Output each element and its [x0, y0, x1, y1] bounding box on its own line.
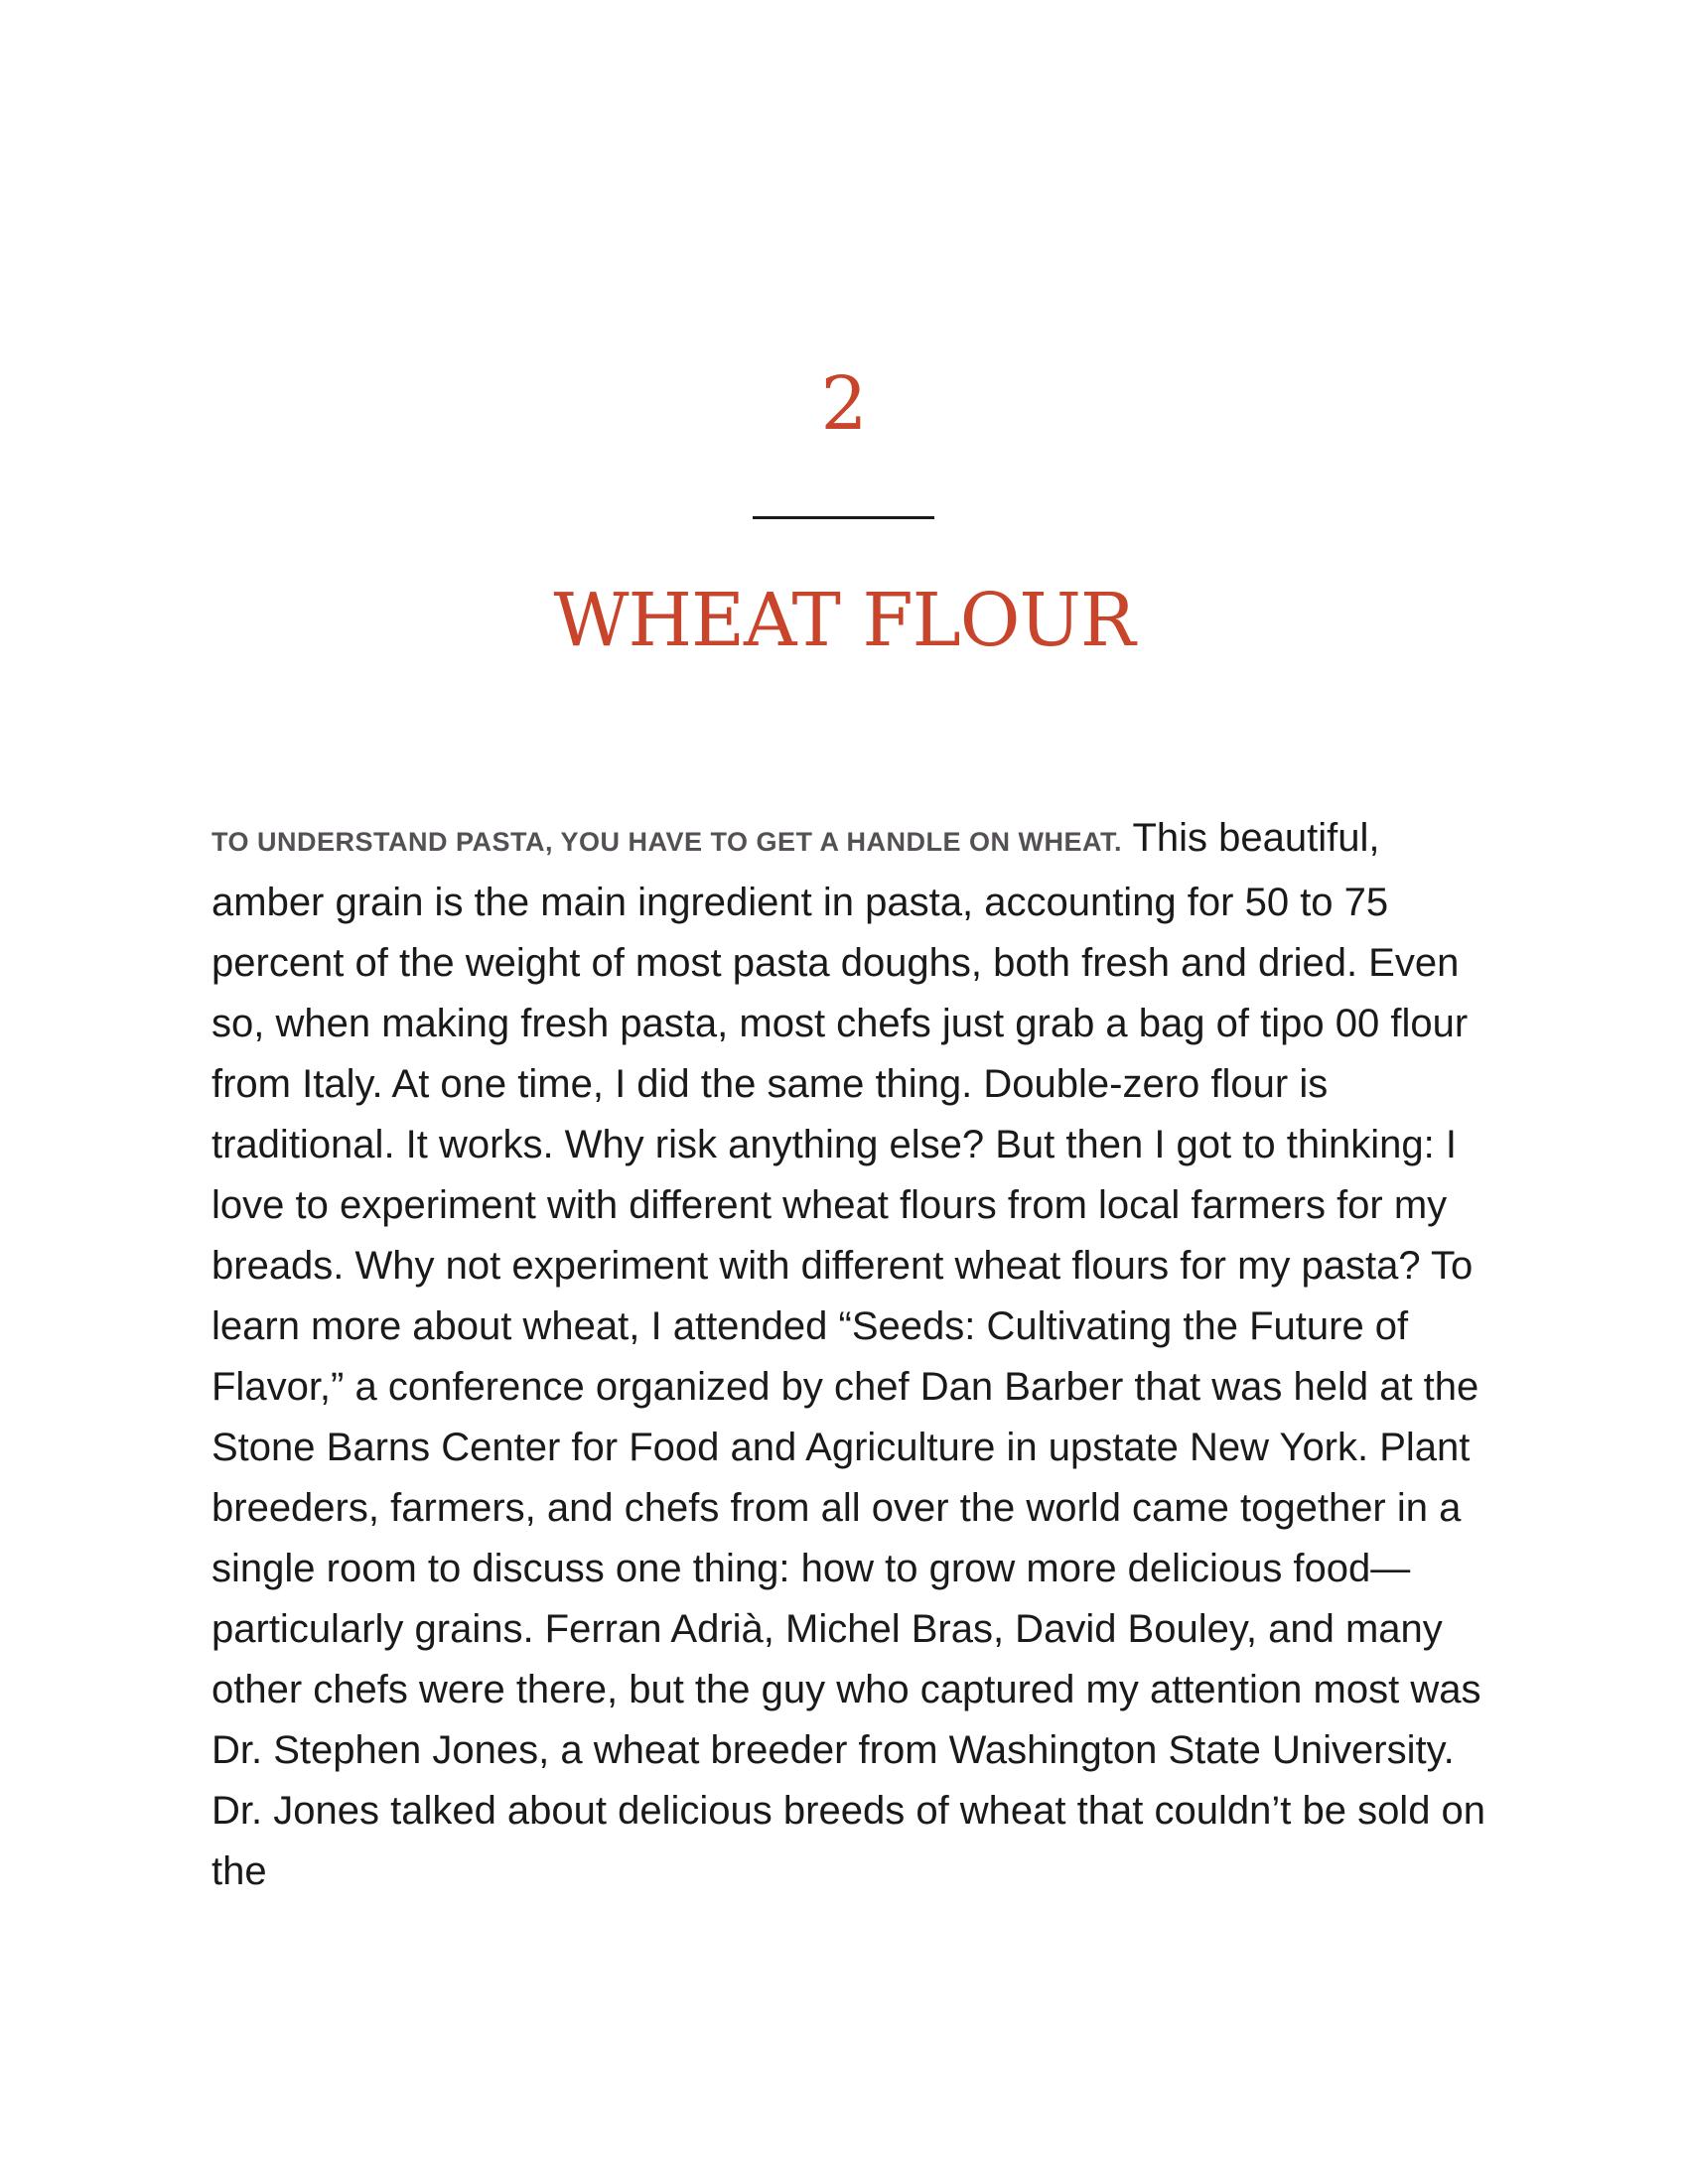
chapter-divider: [753, 516, 934, 519]
chapter-title: WHEAT FLOUR: [553, 578, 1135, 663]
body-paragraph: [211, 808, 1492, 1902]
body-text: This beautiful, amber grain is the main ingredient in pasta, accounting for 50 to 75 percent of the weight of most pasta doughs, both fresh and dried. Even so, when making fresh pasta, most chefs just grab a bag of tipo 00 flour from Italy. At one time, I did the same thing. Double-zero flour is traditional. It works. Why risk anything else? But then I got to thinking: I love to experiment with different wheat flours from local farmers for my breads. Why not experiment with different wheat flours for my pasta? To learn more about wheat, I attended “Seeds: Cultivating the Future of Flavor,” a conference organized by chef Dan Barber that was held at the Stone Barns Center for Food and Agriculture in upstate New York. Plant breeders, farmers, and chefs from all over the world came together in a single room to discuss one thing: how to grow more delicious food—particularly grains. Ferran Adrià, Michel Bras, David Bouley, and many other chefs were there, but the guy who captured my attention most was Dr. Stephen Jones, a wheat breeder from Washington State University. Dr. Jones talked about delicious breeds of wheat that couldn’t be sold on the: [211, 816, 1486, 1893]
chapter-number: 2: [820, 361, 868, 447]
lead-in-text: TO UNDERSTAND PASTA, YOU HAVE TO GET A HANDLE ON WHEAT.: [211, 827, 1123, 857]
